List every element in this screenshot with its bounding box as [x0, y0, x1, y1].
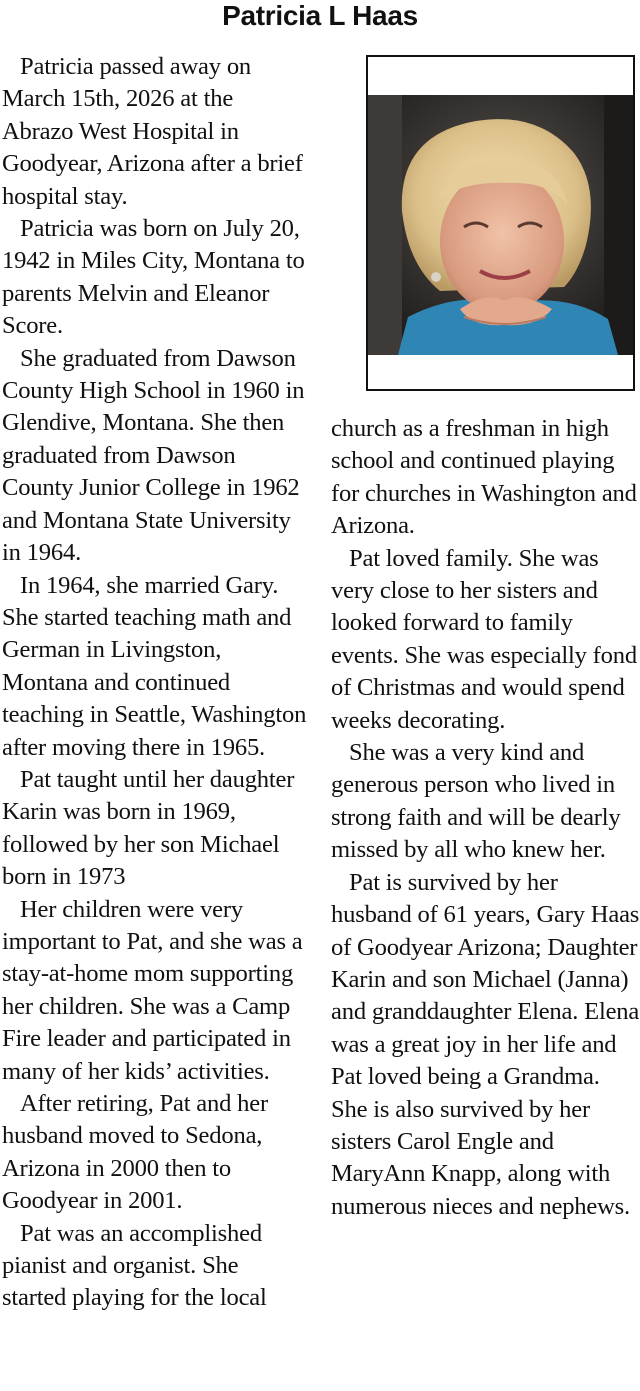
paragraph-character: She was a very kind and generous person who lived in strong faith and will be dearly missed by all who knew her. — [331, 739, 621, 864]
paragraph-music-start: Pat was an accomplished pianist and organist. She started playing for the local — [2, 1219, 267, 1312]
paragraph-music-continued: church as a freshman in high school and continued playing for churches in Washington and Arizona. — [331, 415, 637, 540]
portrait-photo — [368, 95, 633, 355]
obituary-title: Patricia L Haas — [222, 0, 418, 31]
left-column — [2, 51, 308, 1315]
paragraph-passing: Patricia passed away on March 15th, 2026 at the Abrazo West Hospital in Goodyear, Arizona after a brief hospital stay. — [2, 53, 303, 210]
paragraph-family: Pat loved family. She was very close to her sisters and looked forward to family events. She was especially fond of Christmas and would spend weeks decorating. — [331, 544, 637, 734]
paragraph-survivors: Pat is survived by her husband of 61 years, Gary Haas of Goodyear Arizona; Daughter Karin and son Michael (Janna) and granddaughter Elena. Elena was a great joy in her life and Pat loved being a Grandma. She is also survived by her sisters Carol Engle and MaryAnn Knapp, along with numerous nieces and nephews. — [331, 868, 640, 1220]
paragraph-retirement: After retiring, Pat and her husband moved to Sedona, Arizona in 2000 then to Goodyear in 2001. — [2, 1090, 268, 1215]
portrait-frame — [366, 55, 635, 391]
paragraph-motherhood: Her children were very important to Pat, and she was a stay-at-home mom supporting her children. She was a Camp Fire leader and participated in many of her kids’ activities. — [2, 895, 303, 1085]
paragraph-marriage-teaching: In 1964, she married Gary. She started teaching math and German in Livingston, Montana and continued teaching in Seattle, Washington after moving there in 1965. — [2, 571, 307, 761]
paragraph-children-born: Pat taught until her daughter Karin was born in 1969, followed by her son Michael born in 1973 — [2, 765, 295, 891]
right-column — [331, 413, 640, 1223]
paragraph-education: She graduated from Dawson County High School in 1960 in Glendive, Montana. She then graduated from Dawson County Junior College in 1962 and Montana State University in 1964. — [2, 344, 305, 567]
paragraph-birth: Patricia was born on July 20, 1942 in Miles City, Montana to parents Melvin and Eleanor Score. — [2, 215, 305, 340]
